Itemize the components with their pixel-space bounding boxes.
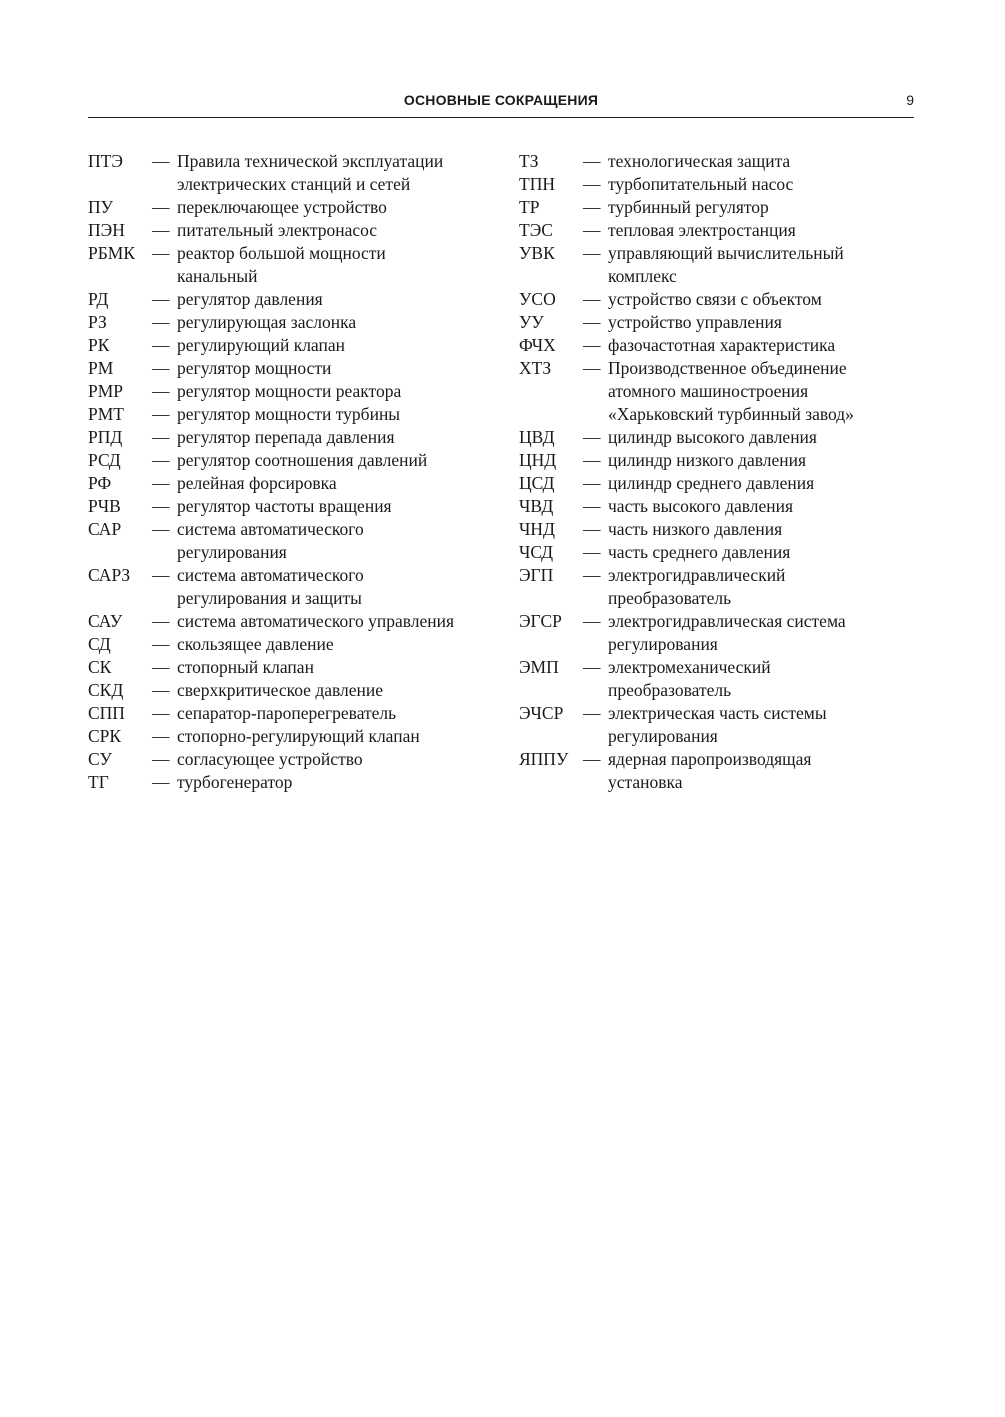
abbreviation-definition bbox=[177, 334, 498, 357]
abbreviation-term: УВК bbox=[519, 243, 555, 263]
abbreviation-definition bbox=[608, 242, 919, 288]
definition-line: электрических станций и сетей bbox=[177, 174, 411, 194]
em-dash: — bbox=[152, 519, 170, 539]
abbreviation-term: ПТЭ bbox=[88, 151, 123, 171]
em-dash: — bbox=[583, 703, 601, 723]
abbreviation-definition bbox=[177, 242, 498, 288]
abbreviation-entry bbox=[519, 288, 919, 311]
definition-line: регулятор мощности турбины bbox=[177, 404, 401, 424]
page-number: 9 bbox=[906, 92, 914, 108]
em-dash: — bbox=[152, 657, 170, 677]
abbreviation-term: ЭГСР bbox=[519, 611, 562, 631]
em-dash: — bbox=[152, 243, 170, 263]
abbreviation-term: РПД bbox=[88, 427, 123, 447]
definition-line: регулятор мощности bbox=[177, 358, 332, 378]
definition-line: турбогенератор bbox=[177, 772, 293, 792]
abbreviation-term: РД bbox=[88, 289, 109, 309]
em-dash: — bbox=[152, 634, 170, 654]
abbreviation-definition bbox=[177, 771, 498, 794]
abbreviation-term: СУ bbox=[88, 749, 112, 769]
abbreviation-definition bbox=[608, 748, 919, 794]
abbreviation-definition bbox=[177, 656, 498, 679]
abbreviation-term: ЦВД bbox=[519, 427, 555, 447]
em-dash: — bbox=[583, 611, 601, 631]
em-dash: — bbox=[152, 726, 170, 746]
abbreviation-definition bbox=[608, 334, 919, 357]
definition-line: фазочастотная характеристика bbox=[608, 335, 836, 355]
em-dash: — bbox=[152, 473, 170, 493]
definition-line: цилиндр низкого давления bbox=[608, 450, 807, 470]
em-dash: — bbox=[152, 381, 170, 401]
em-dash: — bbox=[583, 473, 601, 493]
em-dash: — bbox=[152, 611, 170, 631]
em-dash: — bbox=[152, 312, 170, 332]
abbreviation-definition bbox=[608, 656, 919, 702]
abbreviation-entry bbox=[88, 472, 498, 495]
abbreviation-entry bbox=[88, 288, 498, 311]
abbreviation-term: СД bbox=[88, 634, 111, 654]
em-dash: — bbox=[583, 450, 601, 470]
abbreviation-term: ЭЧСР bbox=[519, 703, 564, 723]
abbreviation-term: ТР bbox=[519, 197, 540, 217]
abbreviation-term: СПП bbox=[88, 703, 125, 723]
abbreviation-definition bbox=[177, 380, 498, 403]
em-dash: — bbox=[583, 427, 601, 447]
definition-line: устройство управления bbox=[608, 312, 782, 332]
abbreviation-definition bbox=[177, 426, 498, 449]
definition-line: система автоматического bbox=[177, 519, 364, 539]
abbreviation-definition bbox=[608, 288, 919, 311]
abbreviation-term: ЧСД bbox=[519, 542, 554, 562]
abbreviation-definition bbox=[177, 150, 498, 196]
abbreviation-term: ЦНД bbox=[519, 450, 557, 470]
abbreviation-entry bbox=[88, 380, 498, 403]
definition-line: управляющий вычислительный bbox=[608, 243, 844, 263]
em-dash: — bbox=[152, 151, 170, 171]
definition-line: система автоматического bbox=[177, 565, 364, 585]
definition-line: часть среднего давления bbox=[608, 542, 791, 562]
abbreviation-entry bbox=[88, 449, 498, 472]
abbreviation-definition bbox=[177, 748, 498, 771]
definition-line: комплекс bbox=[608, 266, 677, 286]
definition-line: питательный электронасос bbox=[177, 220, 378, 240]
abbreviation-term: САРЗ bbox=[88, 565, 131, 585]
abbreviation-entry bbox=[519, 150, 919, 173]
definition-line: сепаратор-пароперегреватель bbox=[177, 703, 397, 723]
definition-line: устройство связи с объектом bbox=[608, 289, 822, 309]
abbreviation-entry bbox=[519, 748, 919, 794]
definition-line: преобразователь bbox=[608, 680, 732, 700]
abbreviation-entry bbox=[519, 702, 919, 748]
abbreviation-definition bbox=[608, 495, 919, 518]
em-dash: — bbox=[583, 496, 601, 516]
abbreviation-entry bbox=[519, 472, 919, 495]
definition-line: технологическая защита bbox=[608, 151, 791, 171]
abbreviation-definition bbox=[608, 564, 919, 610]
abbreviation-entry bbox=[519, 495, 919, 518]
abbreviation-term: ТЗ bbox=[519, 151, 539, 171]
abbreviation-term: ЭГП bbox=[519, 565, 554, 585]
em-dash: — bbox=[583, 335, 601, 355]
abbreviation-term: УУ bbox=[519, 312, 544, 332]
abbreviation-term: ТГ bbox=[88, 772, 109, 792]
em-dash: — bbox=[583, 542, 601, 562]
page-header bbox=[88, 90, 914, 118]
abbreviation-term: ПУ bbox=[88, 197, 114, 217]
definition-line: Производственное объединение bbox=[608, 358, 847, 378]
abbreviation-term: ЭМП bbox=[519, 657, 559, 677]
abbreviations-left-column bbox=[88, 150, 498, 794]
abbreviation-term: РМР bbox=[88, 381, 124, 401]
abbreviation-entry bbox=[88, 748, 498, 771]
abbreviation-definition bbox=[608, 541, 919, 564]
abbreviation-term: ЧВД bbox=[519, 496, 554, 516]
abbreviation-term: РМ bbox=[88, 358, 114, 378]
abbreviation-definition bbox=[177, 357, 498, 380]
abbreviation-definition bbox=[608, 610, 919, 656]
em-dash: — bbox=[152, 358, 170, 378]
abbreviation-definition bbox=[177, 633, 498, 656]
abbreviation-definition bbox=[177, 219, 498, 242]
abbreviation-entry bbox=[88, 219, 498, 242]
em-dash: — bbox=[583, 174, 601, 194]
abbreviation-definition bbox=[177, 518, 498, 564]
abbreviation-entry bbox=[519, 334, 919, 357]
em-dash: — bbox=[152, 404, 170, 424]
em-dash: — bbox=[583, 358, 601, 378]
em-dash: — bbox=[583, 657, 601, 677]
definition-line: переключающее устройство bbox=[177, 197, 387, 217]
definition-line: преобразователь bbox=[608, 588, 732, 608]
definition-line: Правила технической эксплуатации bbox=[177, 151, 444, 171]
abbreviation-definition bbox=[608, 357, 919, 426]
abbreviation-entry bbox=[88, 771, 498, 794]
abbreviation-entry bbox=[519, 357, 919, 426]
em-dash: — bbox=[152, 703, 170, 723]
abbreviation-term: ЧНД bbox=[519, 519, 555, 539]
definition-line: электромеханический bbox=[608, 657, 771, 677]
abbreviation-entry bbox=[519, 242, 919, 288]
em-dash: — bbox=[152, 680, 170, 700]
abbreviation-entry bbox=[519, 311, 919, 334]
abbreviation-entry bbox=[519, 518, 919, 541]
abbreviation-term: ПЭН bbox=[88, 220, 125, 240]
em-dash: — bbox=[583, 312, 601, 332]
page-title: ОСНОВНЫЕ СОКРАЩЕНИЯ bbox=[403, 92, 599, 108]
abbreviation-definition bbox=[608, 219, 919, 242]
abbreviation-entry bbox=[519, 426, 919, 449]
abbreviation-entry bbox=[519, 196, 919, 219]
em-dash: — bbox=[152, 749, 170, 769]
definition-line: ядерная паропроизводящая bbox=[608, 749, 812, 769]
abbreviation-definition bbox=[177, 702, 498, 725]
definition-line: цилиндр высокого давления bbox=[608, 427, 817, 447]
em-dash: — bbox=[583, 220, 601, 240]
definition-line: «Харьковский турбинный завод» bbox=[608, 404, 854, 424]
definition-line: стопорно-регулирующий клапан bbox=[177, 726, 420, 746]
abbreviation-entry bbox=[88, 403, 498, 426]
abbreviation-term: СК bbox=[88, 657, 112, 677]
em-dash: — bbox=[152, 427, 170, 447]
definition-line: электрогидравлический bbox=[608, 565, 786, 585]
em-dash: — bbox=[583, 197, 601, 217]
abbreviation-entry bbox=[88, 426, 498, 449]
em-dash: — bbox=[152, 289, 170, 309]
abbreviation-entry bbox=[88, 196, 498, 219]
abbreviation-entry bbox=[88, 242, 498, 288]
abbreviation-entry bbox=[519, 219, 919, 242]
abbreviation-entry bbox=[88, 679, 498, 702]
definition-line: регулятор перепада давления bbox=[177, 427, 395, 447]
em-dash: — bbox=[152, 197, 170, 217]
em-dash: — bbox=[583, 565, 601, 585]
abbreviation-entry bbox=[88, 656, 498, 679]
abbreviation-definition bbox=[177, 449, 498, 472]
abbreviation-entry bbox=[519, 610, 919, 656]
definition-line: регулирующий клапан bbox=[177, 335, 345, 355]
abbreviation-entry bbox=[88, 610, 498, 633]
abbreviation-term: ХТЗ bbox=[519, 358, 552, 378]
abbreviation-term: РБМК bbox=[88, 243, 136, 263]
definition-line: канальный bbox=[177, 266, 258, 286]
abbreviation-term: СРК bbox=[88, 726, 122, 746]
abbreviation-term: ТЭС bbox=[519, 220, 553, 240]
abbreviation-term: УСО bbox=[519, 289, 556, 309]
abbreviation-definition bbox=[177, 725, 498, 748]
abbreviation-definition bbox=[177, 564, 498, 610]
definition-line: регулятор мощности реактора bbox=[177, 381, 402, 401]
abbreviation-definition bbox=[608, 449, 919, 472]
abbreviation-term: САУ bbox=[88, 611, 123, 631]
definition-line: сверхкритическое давление bbox=[177, 680, 384, 700]
definition-line: регулятор частоты вращения bbox=[177, 496, 392, 516]
definition-line: система автоматического управления bbox=[177, 611, 455, 631]
definition-line: регулирования bbox=[177, 542, 287, 562]
em-dash: — bbox=[583, 289, 601, 309]
abbreviation-entry bbox=[88, 150, 498, 196]
abbreviation-definition bbox=[177, 495, 498, 518]
definition-line: часть высокого давления bbox=[608, 496, 794, 516]
abbreviation-term: СКД bbox=[88, 680, 124, 700]
definition-line: тепловая электростанция bbox=[608, 220, 796, 240]
abbreviation-entry bbox=[88, 702, 498, 725]
abbreviation-definition bbox=[608, 426, 919, 449]
abbreviation-definition bbox=[177, 311, 498, 334]
abbreviation-term: РК bbox=[88, 335, 110, 355]
definition-line: реактор большой мощности bbox=[177, 243, 386, 263]
abbreviation-entry bbox=[88, 564, 498, 610]
definition-line: часть низкого давления bbox=[608, 519, 783, 539]
definition-line: установка bbox=[608, 772, 683, 792]
abbreviation-term: ТПН bbox=[519, 174, 555, 194]
abbreviation-entry bbox=[88, 495, 498, 518]
abbreviations-right-column bbox=[519, 150, 919, 794]
em-dash: — bbox=[152, 772, 170, 792]
abbreviation-definition bbox=[608, 173, 919, 196]
abbreviation-term: ЯППУ bbox=[519, 749, 569, 769]
abbreviation-entry bbox=[88, 518, 498, 564]
definition-line: регулятор соотношения давлений bbox=[177, 450, 428, 470]
definition-line: скользящее давление bbox=[177, 634, 334, 654]
definition-line: релейная форсировка bbox=[177, 473, 337, 493]
abbreviation-definition bbox=[608, 311, 919, 334]
definition-line: регулирования и защиты bbox=[177, 588, 362, 608]
abbreviation-entry bbox=[88, 334, 498, 357]
em-dash: — bbox=[583, 151, 601, 171]
definition-line: регулирования bbox=[608, 726, 718, 746]
abbreviation-entry bbox=[519, 449, 919, 472]
abbreviation-term: ЦСД bbox=[519, 473, 555, 493]
abbreviation-definition bbox=[608, 702, 919, 748]
em-dash: — bbox=[583, 519, 601, 539]
abbreviation-entry bbox=[519, 656, 919, 702]
abbreviation-definition bbox=[177, 610, 498, 633]
abbreviation-term: ФЧХ bbox=[519, 335, 556, 355]
definition-line: регулирования bbox=[608, 634, 718, 654]
abbreviation-entry bbox=[519, 564, 919, 610]
em-dash: — bbox=[152, 565, 170, 585]
abbreviation-term: САР bbox=[88, 519, 122, 539]
abbreviation-definition bbox=[608, 472, 919, 495]
definition-line: стопорный клапан bbox=[177, 657, 314, 677]
abbreviation-entry bbox=[88, 311, 498, 334]
abbreviation-definition bbox=[177, 679, 498, 702]
definition-line: атомного машиностроения bbox=[608, 381, 809, 401]
definition-line: электрогидравлическая система bbox=[608, 611, 846, 631]
definition-line: электрическая часть системы bbox=[608, 703, 827, 723]
em-dash: — bbox=[152, 450, 170, 470]
abbreviation-entry bbox=[519, 541, 919, 564]
abbreviation-definition bbox=[177, 403, 498, 426]
definition-line: цилиндр среднего давления bbox=[608, 473, 815, 493]
abbreviation-definition bbox=[177, 288, 498, 311]
abbreviation-definition bbox=[177, 196, 498, 219]
definition-line: согласующее устройство bbox=[177, 749, 363, 769]
abbreviation-definition bbox=[608, 150, 919, 173]
abbreviation-term: РФ bbox=[88, 473, 112, 493]
em-dash: — bbox=[152, 220, 170, 240]
em-dash: — bbox=[152, 496, 170, 516]
abbreviation-entry bbox=[88, 725, 498, 748]
abbreviation-entry bbox=[88, 357, 498, 380]
abbreviation-term: РЧВ bbox=[88, 496, 121, 516]
em-dash: — bbox=[583, 749, 601, 769]
definition-line: регулирующая заслонка bbox=[177, 312, 357, 332]
abbreviation-definition bbox=[608, 196, 919, 219]
definition-line: турбинный регулятор bbox=[608, 197, 769, 217]
em-dash: — bbox=[152, 335, 170, 355]
definition-line: турбопитательный насос bbox=[608, 174, 794, 194]
definition-line: регулятор давления bbox=[177, 289, 323, 309]
abbreviation-entry bbox=[88, 633, 498, 656]
abbreviation-term: РМТ bbox=[88, 404, 124, 424]
abbreviation-definition bbox=[177, 472, 498, 495]
abbreviation-term: РСД bbox=[88, 450, 121, 470]
abbreviation-definition bbox=[608, 518, 919, 541]
em-dash: — bbox=[583, 243, 601, 263]
abbreviation-entry bbox=[519, 173, 919, 196]
abbreviation-term: РЗ bbox=[88, 312, 107, 332]
